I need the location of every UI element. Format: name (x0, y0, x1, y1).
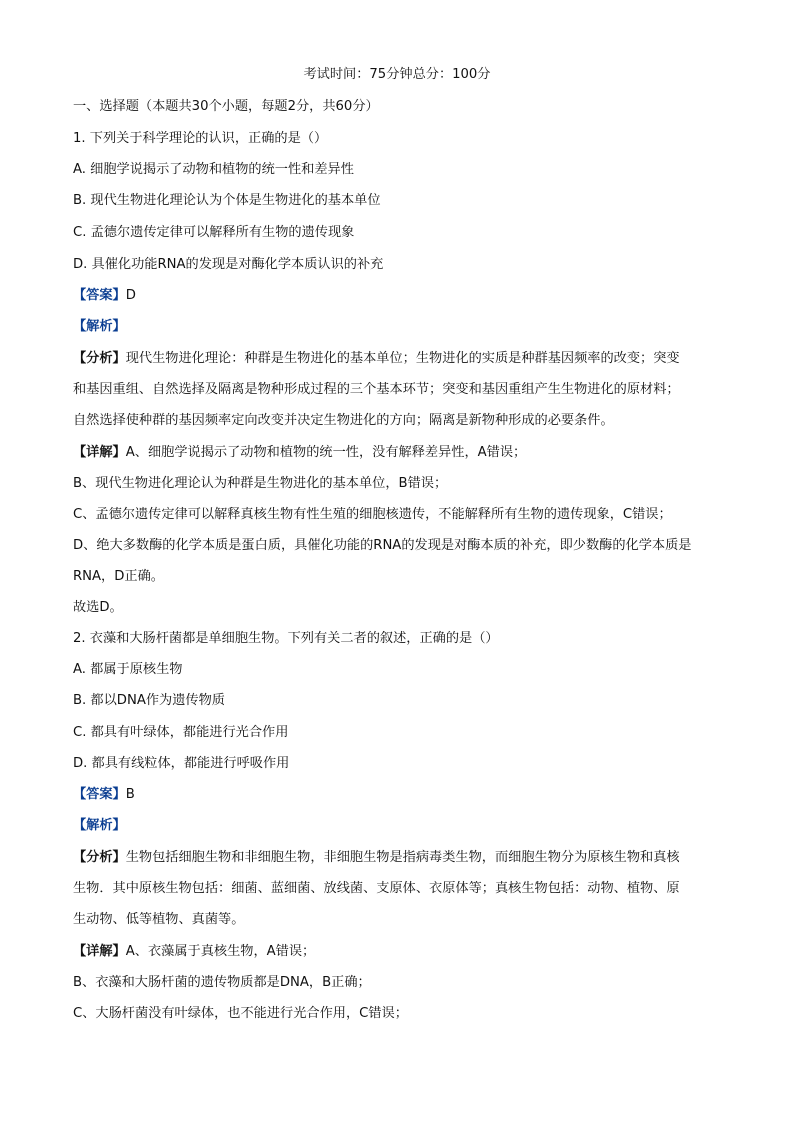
fenxi-tag: 【分析】 (73, 351, 126, 366)
question-2-xiangjie-line-2: B、衣藻和大肠杆菌的遗传物质都是DNA，B正确； (73, 975, 371, 990)
question-2-xiangjie-line-3: C、大肠杆菌没有叶绿体，也不能进行光合作用，C错误； (73, 1006, 408, 1021)
question-1-option-d: D. 具催化功能RNA的发现是对酶化学本质认识的补充 (73, 257, 384, 272)
answer-value: D (125, 288, 136, 303)
question-2-fenxi-line-1 (73, 849, 680, 867)
question-1-xiangjie-line-3: C、孟德尔遗传定律可以解释真核生物有性生殖的细胞核遗传，不能解释所有生物的遗传现象，C错误； (73, 507, 672, 522)
xiangjie-tag: 【详解】 (73, 944, 126, 959)
question-2-stem: 2. 衣藻和大肠杆菌都是单细胞生物。下列有关二者的叙述，正确的是（） (73, 631, 499, 646)
question-1-fenxi-line-3: 自然选择使种群的基因频率定向改变并决定生物进化的方向；隔离是新物种形成的必要条件。 (73, 413, 614, 428)
section-title: 一、选择题（本题共30个小题，每题2分，共60分） (73, 99, 379, 114)
question-1-option-a: A. 细胞学说揭示了动物和植物的统一性和差异性 (73, 162, 354, 177)
question-1-stem: 1. 下列关于科学理论的认识，正确的是（） (73, 131, 328, 146)
question-2-option-d: D. 都具有线粒体，都能进行呼吸作用 (73, 756, 290, 771)
xiangjie-tag: 【详解】 (73, 445, 126, 460)
question-2-option-c: C. 都具有叶绿体，都能进行光合作用 (73, 725, 289, 740)
question-1-fenxi-line-1 (73, 350, 680, 368)
answer-value: B (125, 787, 135, 802)
fenxi-text: 生物包括细胞生物和非细胞生物，非细胞生物是指病毒类生物，而细胞生物分为原核生物和真核 (125, 850, 680, 865)
answer-tag: 【答案】 (73, 787, 126, 802)
analysis-tag: 【解析】 (73, 818, 126, 833)
question-2-fenxi-line-3: 生动物、低等植物、真菌等。 (73, 912, 245, 927)
question-1-xiangjie-line-5: RNA，D正确。 (73, 569, 164, 584)
analysis-tag: 【解析】 (73, 319, 126, 334)
answer-tag: 【答案】 (73, 288, 126, 303)
question-2-option-b: B. 都以DNA作为遗传物质 (73, 693, 225, 708)
question-1-xiangjie-line-1 (73, 444, 526, 462)
question-1-xiangjie-line-2: B、现代生物进化理论认为种群是生物进化的基本单位，B错误； (73, 476, 448, 491)
question-1-conclusion: 故选D。 (73, 600, 123, 615)
question-2-option-a: A. 都属于原核生物 (73, 662, 183, 677)
xiangjie-text: A、细胞学说揭示了动物和植物的统一性，没有解释差异性，A错误； (125, 445, 527, 460)
question-2-analysis-heading (73, 817, 126, 835)
question-1-answer (73, 287, 136, 305)
question-1-option-c: C. 孟德尔遗传定律可以解释所有生物的遗传现象 (73, 225, 355, 240)
question-1-option-b: B. 现代生物进化理论认为个体是生物进化的基本单位 (73, 193, 381, 208)
fenxi-tag: 【分析】 (73, 850, 126, 865)
question-1-xiangjie-line-4: D、绝大多数酶的化学本质是蛋白质，具催化功能的RNA的发现是对酶本质的补充，即少数酶的化学本质是 (73, 538, 692, 553)
fenxi-text: 现代生物进化理论：种群是生物进化的基本单位；生物进化的实质是种群基因频率的改变；突变 (125, 351, 680, 366)
xiangjie-text: A、衣藻属于真核生物，A错误； (125, 944, 316, 959)
exam-info: 考试时间：75分钟总分：100分 (303, 67, 491, 82)
question-1-analysis-heading (73, 318, 126, 336)
question-2-fenxi-line-2: 生物．其中原核生物包括：细菌、蓝细菌、放线菌、支原体、衣原体等；真核生物包括：动物、植物、原 (73, 881, 680, 896)
question-2-answer (73, 786, 135, 804)
question-2-xiangjie-line-1 (73, 943, 315, 961)
question-1-fenxi-line-2: 和基因重组、自然选择及隔离是物种形成过程的三个基本环节；突变和基因重组产生生物进化的原材料； (73, 382, 680, 397)
